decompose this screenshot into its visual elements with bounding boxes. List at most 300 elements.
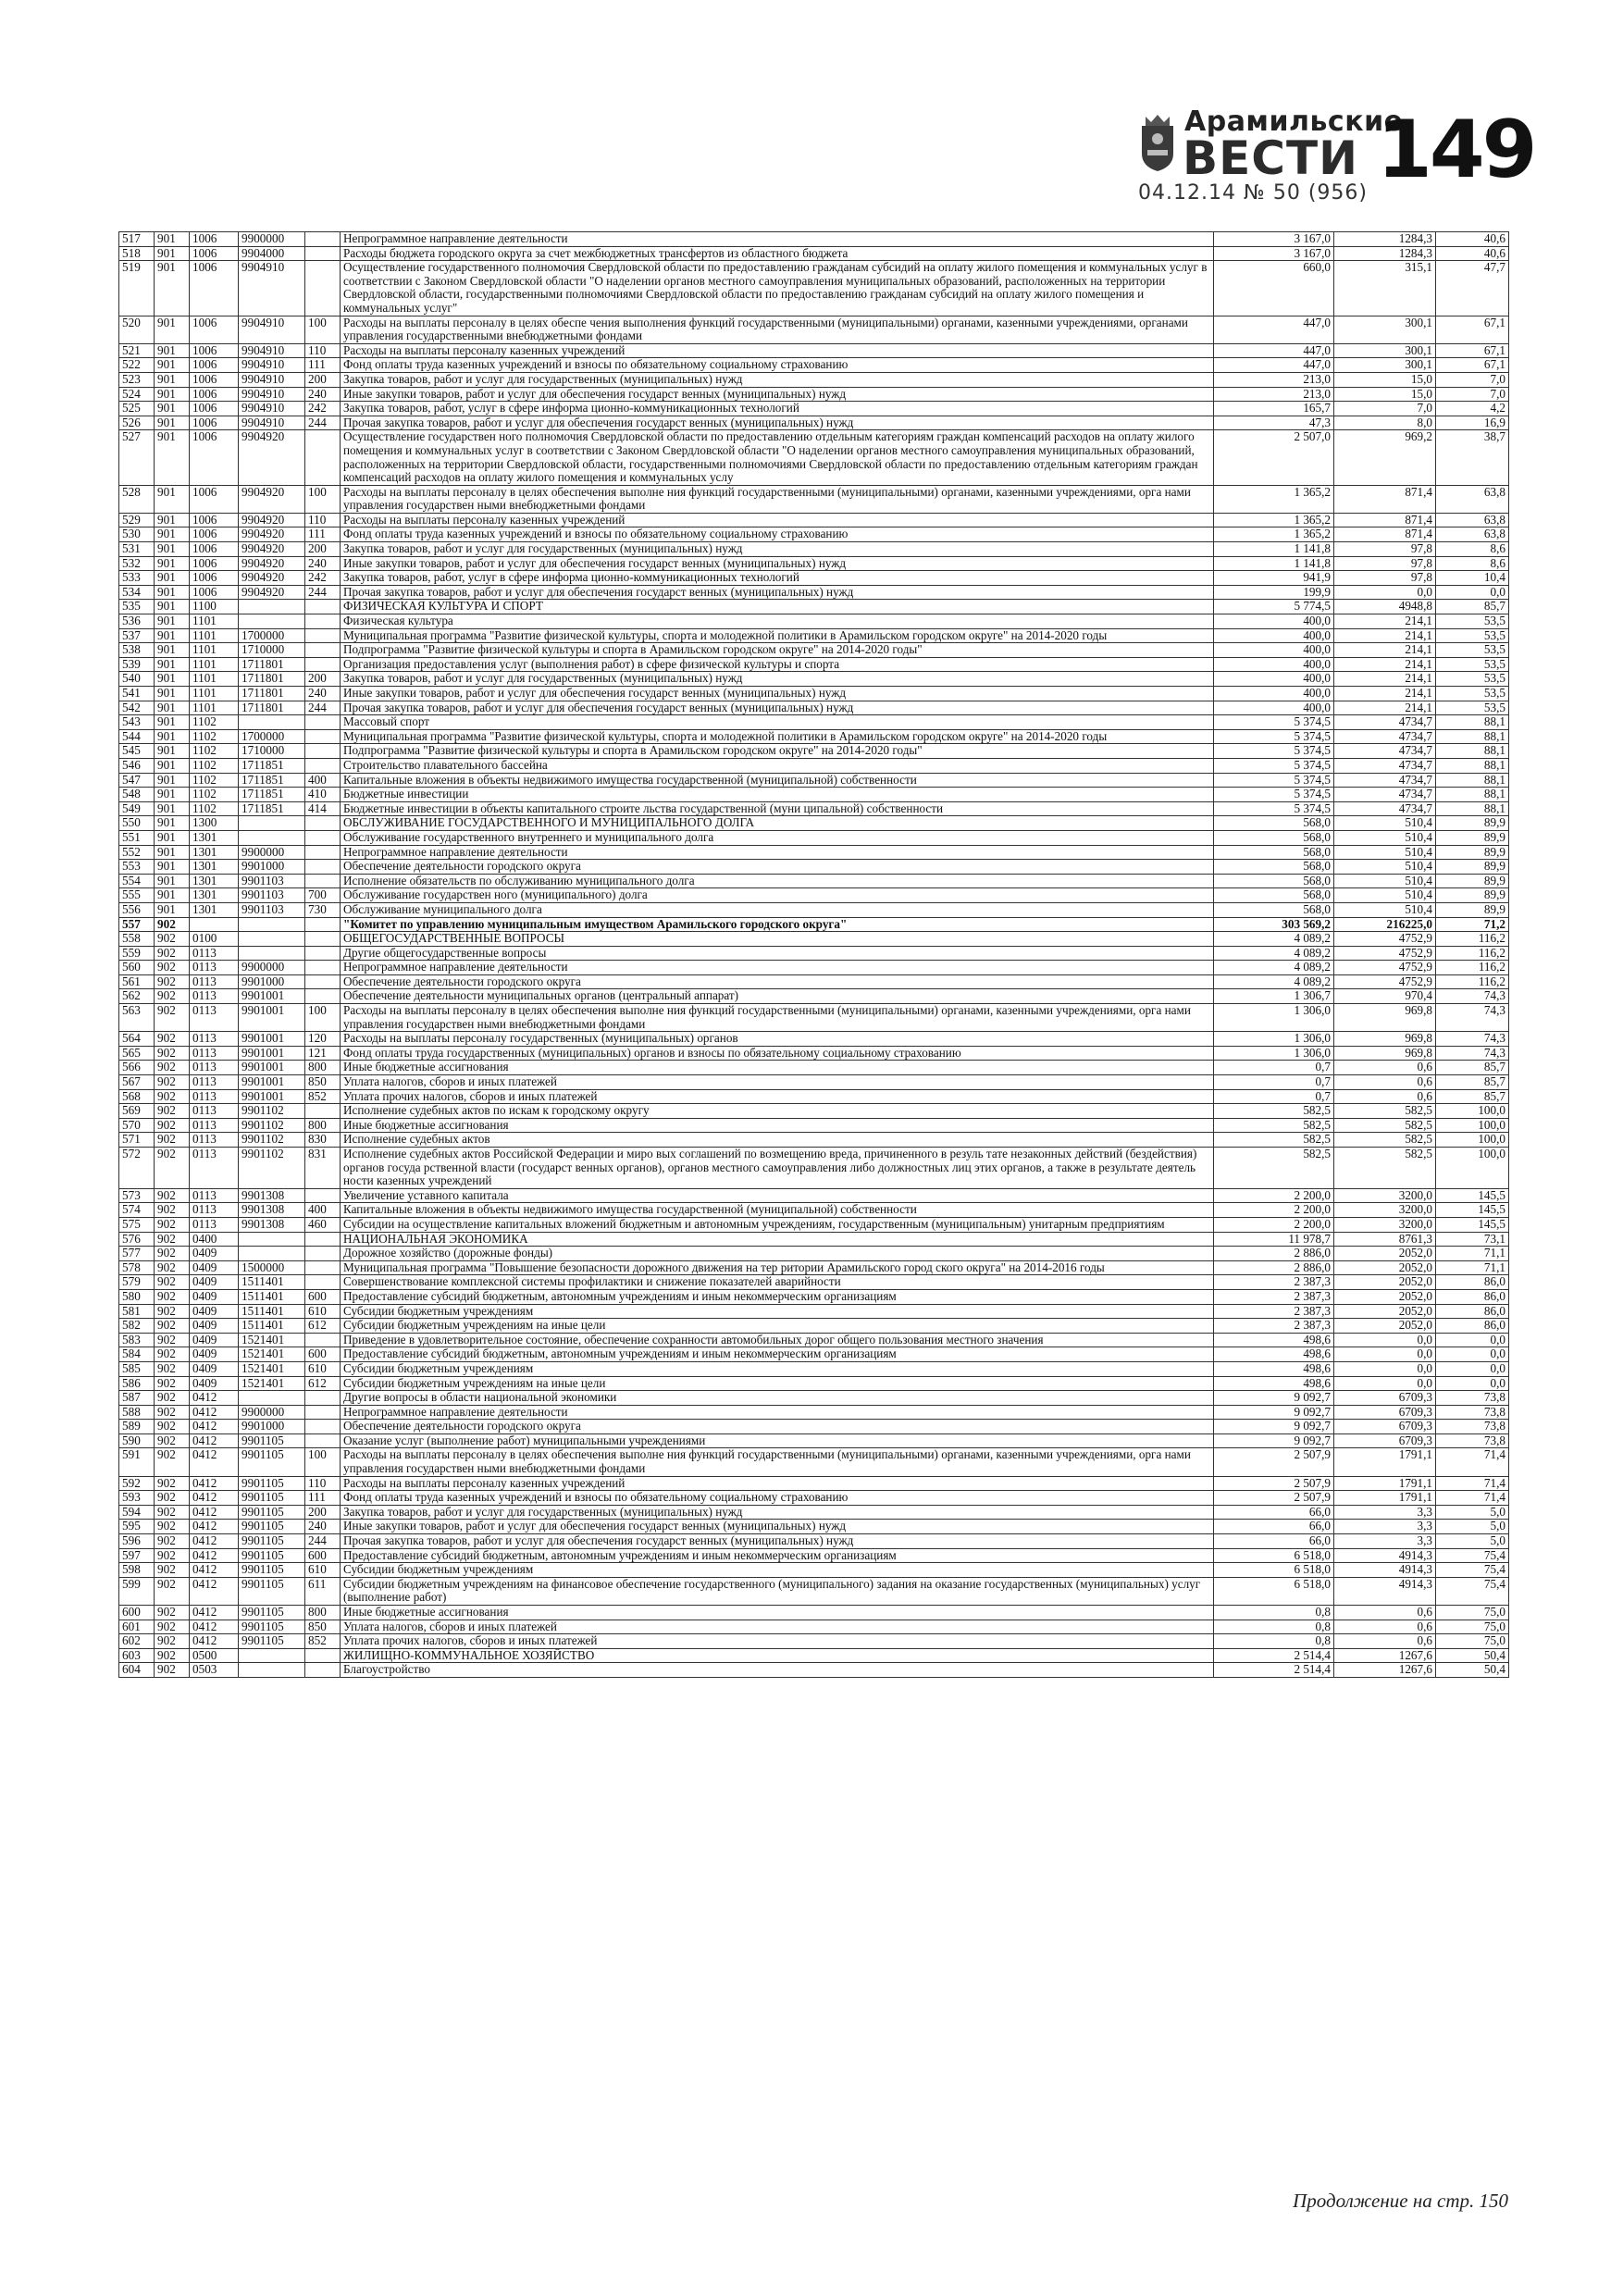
target-code-cell: 9904920: [239, 513, 305, 527]
admin-code-cell: 901: [155, 358, 190, 373]
actual-amount-cell: 4914,3: [1334, 1563, 1436, 1578]
target-code-cell: 9901105: [239, 1620, 305, 1634]
expense-type-code-cell: [305, 715, 341, 730]
row-number-cell: 579: [119, 1275, 155, 1290]
row-number-cell: 601: [119, 1620, 155, 1634]
percent-executed-cell: 74,3: [1436, 989, 1509, 1004]
percent-executed-cell: 85,7: [1436, 1089, 1509, 1104]
target-code-cell: 1521401: [239, 1376, 305, 1391]
target-code-cell: 9900000: [239, 232, 305, 247]
admin-code-cell: 902: [155, 1148, 190, 1189]
target-code-cell: [239, 600, 305, 614]
expense-name-cell: Закупка товаров, работ, услуг в сфере информа ционно-коммуникационных технологий: [341, 571, 1214, 586]
actual-amount-cell: 871,4: [1334, 485, 1436, 513]
expense-name-cell: "Комитет по управлению муниципальным имуществом Арамильского городского округа": [341, 917, 1214, 932]
target-code-cell: 9901000: [239, 860, 305, 875]
expense-type-code-cell: [305, 729, 341, 744]
plan-amount-cell: 1 306,0: [1214, 1032, 1334, 1047]
section-code-cell: 1006: [190, 585, 239, 600]
row-number-cell: 559: [119, 946, 155, 961]
table-row: [119, 372, 1509, 387]
target-code-cell: 9900000: [239, 961, 305, 975]
target-code-cell: 9904910: [239, 416, 305, 430]
actual-amount-cell: 1791,1: [1334, 1448, 1436, 1476]
plan-amount-cell: 400,0: [1214, 657, 1334, 672]
expense-name-cell: Расходы на выплаты персоналу казенных учреждений: [341, 343, 1214, 358]
plan-amount-cell: 2 387,3: [1214, 1304, 1334, 1319]
percent-executed-cell: 53,5: [1436, 701, 1509, 715]
row-number-cell: 571: [119, 1133, 155, 1148]
percent-executed-cell: 116,2: [1436, 961, 1509, 975]
actual-amount-cell: 0,6: [1334, 1075, 1436, 1090]
expense-type-code-cell: [305, 744, 341, 759]
target-code-cell: 1711801: [239, 701, 305, 715]
expense-name-cell: Фонд оплаты труда казенных учреждений и взносы по обязательному социальному страхованию: [341, 527, 1214, 542]
expense-name-cell: Исполнение обязательств по обслуживанию муниципального долга: [341, 874, 1214, 888]
actual-amount-cell: 2052,0: [1334, 1304, 1436, 1319]
expense-name-cell: Муниципальная программа "Повышение безопасности дорожного движения на тер ритории Арамильского город ского округа" на 2014-2016 годы: [341, 1260, 1214, 1275]
expense-name-cell: Совершенствование комплексной системы профилактики и снижение показателей аварийности: [341, 1275, 1214, 1290]
section-code-cell: 0412: [190, 1606, 239, 1620]
admin-code-cell: 901: [155, 232, 190, 247]
expense-type-code-cell: 120: [305, 1032, 341, 1047]
expense-name-cell: Иные закупки товаров, работ и услуг для обеспечения государст венных (муниципальных) нужд: [341, 1520, 1214, 1534]
admin-code-cell: 901: [155, 830, 190, 845]
table-row: [119, 1247, 1509, 1261]
expense-type-code-cell: [305, 1420, 341, 1434]
expense-name-cell: Подпрограмма "Развитие физической культуры и спорта в Арамильском городском округе" на 2014-2020 годы": [341, 744, 1214, 759]
percent-executed-cell: 0,0: [1436, 1376, 1509, 1391]
masthead: [1134, 104, 1535, 205]
target-code-cell: 9901001: [239, 989, 305, 1004]
admin-code-cell: 901: [155, 744, 190, 759]
percent-executed-cell: 67,1: [1436, 358, 1509, 373]
admin-code-cell: 902: [155, 1203, 190, 1218]
table-row: [119, 1260, 1509, 1275]
target-code-cell: 1700000: [239, 729, 305, 744]
percent-executed-cell: 53,5: [1436, 672, 1509, 687]
actual-amount-cell: 300,1: [1334, 343, 1436, 358]
expense-type-code-cell: 242: [305, 402, 341, 416]
table-row: [119, 1663, 1509, 1678]
target-code-cell: 9900000: [239, 1405, 305, 1420]
row-number-cell: 600: [119, 1606, 155, 1620]
admin-code-cell: 902: [155, 1491, 190, 1506]
section-code-cell: 1301: [190, 860, 239, 875]
plan-amount-cell: 400,0: [1214, 672, 1334, 687]
percent-executed-cell: 88,1: [1436, 788, 1509, 802]
plan-amount-cell: 2 200,0: [1214, 1217, 1334, 1232]
target-code-cell: 9900000: [239, 845, 305, 860]
plan-amount-cell: 400,0: [1214, 643, 1334, 658]
table-row: [119, 416, 1509, 430]
expense-name-cell: Закупка товаров, работ и услуг для государственных (муниципальных) нужд: [341, 672, 1214, 687]
plan-amount-cell: 2 507,0: [1214, 430, 1334, 485]
table-row: [119, 701, 1509, 715]
expense-name-cell: Субсидии бюджетным учреждениям: [341, 1563, 1214, 1578]
row-number-cell: 598: [119, 1563, 155, 1578]
section-code-cell: [190, 917, 239, 932]
target-code-cell: 9901102: [239, 1118, 305, 1133]
table-row: [119, 1505, 1509, 1520]
section-code-cell: 1006: [190, 556, 239, 571]
section-code-cell: 1101: [190, 643, 239, 658]
plan-amount-cell: 941,9: [1214, 571, 1334, 586]
expense-type-code-cell: [305, 1104, 341, 1119]
expense-type-code-cell: 800: [305, 1061, 341, 1075]
plan-amount-cell: 4 089,2: [1214, 961, 1334, 975]
admin-code-cell: 902: [155, 1046, 190, 1061]
admin-code-cell: 901: [155, 600, 190, 614]
target-code-cell: 9901000: [239, 974, 305, 989]
expense-type-code-cell: 852: [305, 1089, 341, 1104]
admin-code-cell: 901: [155, 801, 190, 816]
expense-type-code-cell: 240: [305, 687, 341, 701]
row-number-cell: 518: [119, 246, 155, 261]
expense-type-code-cell: 244: [305, 585, 341, 600]
admin-code-cell: 902: [155, 989, 190, 1004]
percent-executed-cell: 89,9: [1436, 816, 1509, 831]
row-number-cell: 564: [119, 1032, 155, 1047]
expense-type-code-cell: [305, 1260, 341, 1275]
admin-code-cell: 902: [155, 1232, 190, 1247]
section-code-cell: 1100: [190, 600, 239, 614]
actual-amount-cell: 214,1: [1334, 643, 1436, 658]
table-row: [119, 1448, 1509, 1476]
section-code-cell: 1006: [190, 527, 239, 542]
actual-amount-cell: 0,0: [1334, 585, 1436, 600]
actual-amount-cell: 6709,3: [1334, 1433, 1436, 1448]
target-code-cell: 9901105: [239, 1433, 305, 1448]
target-code-cell: [239, 1663, 305, 1678]
row-number-cell: 590: [119, 1433, 155, 1448]
row-number-cell: 543: [119, 715, 155, 730]
actual-amount-cell: 300,1: [1334, 316, 1436, 343]
target-code-cell: 9901001: [239, 1046, 305, 1061]
percent-executed-cell: 40,6: [1436, 246, 1509, 261]
table-row: [119, 888, 1509, 903]
admin-code-cell: 902: [155, 1391, 190, 1406]
row-number-cell: 594: [119, 1505, 155, 1520]
admin-code-cell: 901: [155, 758, 190, 773]
percent-executed-cell: 73,8: [1436, 1405, 1509, 1420]
expense-type-code-cell: 111: [305, 358, 341, 373]
expense-type-code-cell: 850: [305, 1075, 341, 1090]
percent-executed-cell: 73,8: [1436, 1391, 1509, 1406]
row-number-cell: 553: [119, 860, 155, 875]
admin-code-cell: 902: [155, 1032, 190, 1047]
table-row: [119, 1289, 1509, 1304]
actual-amount-cell: 0,6: [1334, 1620, 1436, 1634]
percent-executed-cell: 88,1: [1436, 744, 1509, 759]
percent-executed-cell: 89,9: [1436, 845, 1509, 860]
expense-name-cell: Обеспечение деятельности городского округа: [341, 860, 1214, 875]
target-code-cell: 1521401: [239, 1347, 305, 1362]
section-code-cell: 0409: [190, 1289, 239, 1304]
section-code-cell: 0113: [190, 1075, 239, 1090]
actual-amount-cell: 97,8: [1334, 556, 1436, 571]
target-code-cell: 9901000: [239, 1420, 305, 1434]
table-row: [119, 845, 1509, 860]
table-row: [119, 1648, 1509, 1663]
admin-code-cell: 902: [155, 1634, 190, 1649]
expense-type-code-cell: 244: [305, 416, 341, 430]
expense-name-cell: Исполнение судебных актов Российской Федерации и миро вых соглашений по возмещению вреда, причиненного в резуль тате незаконных действий (бездействия) органов госуда рственной власти (государст венных органов), органов местного самоуправления либо должностных лиц этих органов, а также в результате деятель ности казенных учреждений: [341, 1148, 1214, 1189]
expense-type-code-cell: [305, 917, 341, 932]
section-code-cell: 1006: [190, 261, 239, 316]
admin-code-cell: 902: [155, 1405, 190, 1420]
percent-executed-cell: 100,0: [1436, 1104, 1509, 1119]
section-code-cell: 1102: [190, 801, 239, 816]
target-code-cell: 1500000: [239, 1260, 305, 1275]
percent-executed-cell: 75,0: [1436, 1606, 1509, 1620]
expense-type-code-cell: [305, 657, 341, 672]
section-code-cell: 1006: [190, 402, 239, 416]
expense-type-code-cell: 110: [305, 513, 341, 527]
plan-amount-cell: 213,0: [1214, 387, 1334, 402]
row-number-cell: 586: [119, 1376, 155, 1391]
expense-name-cell: Иные закупки товаров, работ и услуг для обеспечения государст венных (муниципальных) нужд: [341, 556, 1214, 571]
row-number-cell: 567: [119, 1075, 155, 1090]
table-row: [119, 246, 1509, 261]
row-number-cell: 595: [119, 1520, 155, 1534]
percent-executed-cell: 75,4: [1436, 1577, 1509, 1605]
percent-executed-cell: 75,4: [1436, 1548, 1509, 1563]
expense-type-code-cell: 200: [305, 672, 341, 687]
expense-name-cell: Предоставление субсидий бюджетным, автономным учреждениям и иным некоммерческим организациям: [341, 1548, 1214, 1563]
row-number-cell: 544: [119, 729, 155, 744]
plan-amount-cell: 568,0: [1214, 888, 1334, 903]
actual-amount-cell: 2052,0: [1334, 1319, 1436, 1334]
plan-amount-cell: 303 569,2: [1214, 917, 1334, 932]
actual-amount-cell: 8,0: [1334, 416, 1436, 430]
plan-amount-cell: 0,8: [1214, 1620, 1334, 1634]
table-row: [119, 1577, 1509, 1605]
expense-name-cell: Расходы на выплаты персоналу в целях обеспечения выполне ния функций государственными (муниципальными) органами, казенными учреждениями, орга нами управления государствен ными внебюджетными фондами: [341, 1448, 1214, 1476]
table-row: [119, 1319, 1509, 1334]
target-code-cell: 9901001: [239, 1032, 305, 1047]
actual-amount-cell: 4734,7: [1334, 773, 1436, 788]
expense-name-cell: Прочая закупка товаров, работ и услуг для обеспечения государст венных (муниципальных) нужд: [341, 701, 1214, 715]
target-code-cell: 9904920: [239, 585, 305, 600]
admin-code-cell: 901: [155, 372, 190, 387]
actual-amount-cell: 969,8: [1334, 1046, 1436, 1061]
expense-name-cell: Бюджетные инвестиции в объекты капитального строите льства государственной (муни ципальной) собственности: [341, 801, 1214, 816]
row-number-cell: 554: [119, 874, 155, 888]
plan-amount-cell: 2 507,9: [1214, 1491, 1334, 1506]
row-number-cell: 533: [119, 571, 155, 586]
plan-amount-cell: 2 507,9: [1214, 1448, 1334, 1476]
plan-amount-cell: 1 306,7: [1214, 989, 1334, 1004]
section-code-cell: 0113: [190, 946, 239, 961]
plan-amount-cell: 1 141,8: [1214, 542, 1334, 557]
row-number-cell: 548: [119, 788, 155, 802]
row-number-cell: 549: [119, 801, 155, 816]
target-code-cell: 9904000: [239, 246, 305, 261]
table-row: [119, 1376, 1509, 1391]
expense-type-code-cell: [305, 874, 341, 888]
expense-name-cell: Оказание услуг (выполнение работ) муниципальными учреждениями: [341, 1433, 1214, 1448]
percent-executed-cell: 75,4: [1436, 1563, 1509, 1578]
actual-amount-cell: 4752,9: [1334, 961, 1436, 975]
percent-executed-cell: 16,9: [1436, 416, 1509, 430]
row-number-cell: 604: [119, 1663, 155, 1678]
expense-name-cell: Обслуживание государственного внутреннего и муниципального долга: [341, 830, 1214, 845]
expense-type-code-cell: [305, 430, 341, 485]
plan-amount-cell: 2 200,0: [1214, 1203, 1334, 1218]
row-number-cell: 599: [119, 1577, 155, 1605]
admin-code-cell: 901: [155, 402, 190, 416]
admin-code-cell: 902: [155, 1075, 190, 1090]
actual-amount-cell: 4734,7: [1334, 744, 1436, 759]
plan-amount-cell: 582,5: [1214, 1133, 1334, 1148]
percent-executed-cell: 5,0: [1436, 1505, 1509, 1520]
expense-type-code-cell: [305, 974, 341, 989]
target-code-cell: 9901105: [239, 1634, 305, 1649]
target-code-cell: 1711801: [239, 687, 305, 701]
percent-executed-cell: 86,0: [1436, 1304, 1509, 1319]
expense-type-code-cell: 850: [305, 1620, 341, 1634]
expense-type-code-cell: [305, 1433, 341, 1448]
plan-amount-cell: 2 514,4: [1214, 1663, 1334, 1678]
target-code-cell: [239, 1247, 305, 1261]
row-number-cell: 531: [119, 542, 155, 557]
table-row: [119, 1433, 1509, 1448]
plan-amount-cell: 582,5: [1214, 1148, 1334, 1189]
admin-code-cell: 901: [155, 860, 190, 875]
target-code-cell: 9901102: [239, 1133, 305, 1148]
plan-amount-cell: 5 374,5: [1214, 758, 1334, 773]
expense-type-code-cell: [305, 643, 341, 658]
plan-amount-cell: 4 089,2: [1214, 974, 1334, 989]
actual-amount-cell: 871,4: [1334, 527, 1436, 542]
target-code-cell: 9901001: [239, 1061, 305, 1075]
row-number-cell: 578: [119, 1260, 155, 1275]
plan-amount-cell: 11 978,7: [1214, 1232, 1334, 1247]
percent-executed-cell: 88,1: [1436, 758, 1509, 773]
section-code-cell: 1102: [190, 788, 239, 802]
row-number-cell: 520: [119, 316, 155, 343]
section-code-cell: 0412: [190, 1491, 239, 1506]
expense-type-code-cell: 200: [305, 372, 341, 387]
admin-code-cell: 902: [155, 1188, 190, 1203]
expense-type-code-cell: 242: [305, 571, 341, 586]
table-row: [119, 672, 1509, 687]
expense-type-code-cell: 100: [305, 485, 341, 513]
actual-amount-cell: 6709,3: [1334, 1420, 1436, 1434]
actual-amount-cell: 1284,3: [1334, 246, 1436, 261]
expense-name-cell: Строительство плавательного бассейна: [341, 758, 1214, 773]
row-number-cell: 597: [119, 1548, 155, 1563]
row-number-cell: 593: [119, 1491, 155, 1506]
expense-type-code-cell: [305, 614, 341, 629]
actual-amount-cell: 3,3: [1334, 1505, 1436, 1520]
row-number-cell: 521: [119, 343, 155, 358]
section-code-cell: 0113: [190, 1061, 239, 1075]
expense-name-cell: Обслуживание муниципального долга: [341, 902, 1214, 917]
expense-type-code-cell: [305, 232, 341, 247]
section-code-cell: 0409: [190, 1376, 239, 1391]
table-row: [119, 788, 1509, 802]
actual-amount-cell: 1791,1: [1334, 1476, 1436, 1491]
budget-table: [118, 231, 1509, 1678]
actual-amount-cell: 4734,7: [1334, 758, 1436, 773]
admin-code-cell: 902: [155, 1520, 190, 1534]
expense-type-code-cell: [305, 1391, 341, 1406]
table-row: [119, 687, 1509, 701]
percent-executed-cell: 85,7: [1436, 1075, 1509, 1090]
target-code-cell: 9901308: [239, 1217, 305, 1232]
section-code-cell: 0409: [190, 1347, 239, 1362]
section-code-cell: 1006: [190, 246, 239, 261]
plan-amount-cell: 582,5: [1214, 1118, 1334, 1133]
plan-amount-cell: 0,8: [1214, 1606, 1334, 1620]
expense-type-code-cell: [305, 1247, 341, 1261]
plan-amount-cell: 1 365,2: [1214, 527, 1334, 542]
actual-amount-cell: 214,1: [1334, 701, 1436, 715]
target-code-cell: 1711851: [239, 758, 305, 773]
row-number-cell: 563: [119, 1004, 155, 1032]
row-number-cell: 584: [119, 1347, 155, 1362]
actual-amount-cell: 510,4: [1334, 830, 1436, 845]
actual-amount-cell: 2052,0: [1334, 1275, 1436, 1290]
section-code-cell: 1101: [190, 614, 239, 629]
admin-code-cell: 902: [155, 1476, 190, 1491]
expense-name-cell: Осуществление государствен ного полномочия Свердловской области по предоставлению отдельным категориям граждан компенсаций расходов на оплату жилого помещения и коммунальных услуг в соответствии с Законом Свердловской области "О наделении органов местного самоуправления муниципальных образований, расположенных на территории Свердловской области, государственными полномочиями Свердловской области по предоставлению отдельным категориям граждан компенсаций расходов на оплату жилого помещения и коммунальных услу: [341, 430, 1214, 485]
table-row: [119, 1620, 1509, 1634]
expense-type-code-cell: 600: [305, 1289, 341, 1304]
table-row: [119, 744, 1509, 759]
expense-name-cell: Другие общегосударственные вопросы: [341, 946, 1214, 961]
actual-amount-cell: 4914,3: [1334, 1577, 1436, 1605]
expense-type-code-cell: 800: [305, 1606, 341, 1620]
admin-code-cell: 901: [155, 715, 190, 730]
plan-amount-cell: 1 141,8: [1214, 556, 1334, 571]
actual-amount-cell: 0,0: [1334, 1376, 1436, 1391]
expense-type-code-cell: [305, 845, 341, 860]
table-row: [119, 860, 1509, 875]
table-row: [119, 527, 1509, 542]
percent-executed-cell: 75,0: [1436, 1634, 1509, 1649]
plan-amount-cell: 2 387,3: [1214, 1289, 1334, 1304]
plan-amount-cell: 1 306,0: [1214, 1046, 1334, 1061]
expense-name-cell: Массовый спорт: [341, 715, 1214, 730]
table-row: [119, 513, 1509, 527]
plan-amount-cell: 568,0: [1214, 845, 1334, 860]
expense-name-cell: Физическая культура: [341, 614, 1214, 629]
expense-name-cell: Исполнение судебных актов по искам к городскому округу: [341, 1104, 1214, 1119]
actual-amount-cell: 582,5: [1334, 1133, 1436, 1148]
row-number-cell: 528: [119, 485, 155, 513]
admin-code-cell: 901: [155, 643, 190, 658]
actual-amount-cell: 7,0: [1334, 402, 1436, 416]
row-number-cell: 556: [119, 902, 155, 917]
plan-amount-cell: 9 092,7: [1214, 1405, 1334, 1420]
section-code-cell: 1301: [190, 874, 239, 888]
actual-amount-cell: 4752,9: [1334, 946, 1436, 961]
admin-code-cell: 901: [155, 542, 190, 557]
admin-code-cell: 901: [155, 485, 190, 513]
row-number-cell: 583: [119, 1333, 155, 1347]
admin-code-cell: 901: [155, 571, 190, 586]
section-code-cell: 0409: [190, 1304, 239, 1319]
expense-type-code-cell: [305, 932, 341, 947]
actual-amount-cell: 0,0: [1334, 1333, 1436, 1347]
admin-code-cell: 902: [155, 1061, 190, 1075]
percent-executed-cell: 4,2: [1436, 402, 1509, 416]
expense-type-code-cell: [305, 1275, 341, 1290]
table-row: [119, 715, 1509, 730]
